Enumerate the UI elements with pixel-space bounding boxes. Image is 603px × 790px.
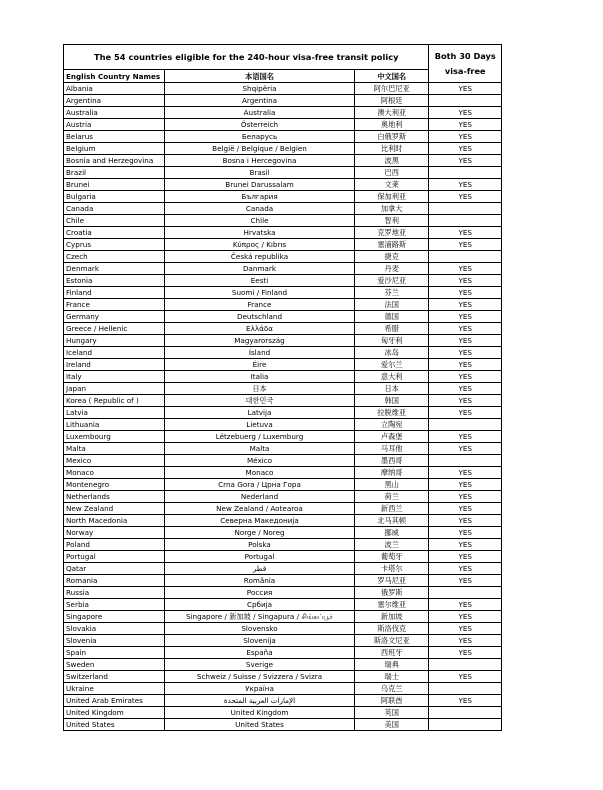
native-name-cell: Deutschland — [165, 311, 355, 323]
visa-free-cell: YES — [429, 311, 502, 323]
english-name-cell: Malta — [64, 443, 165, 455]
table-row — [64, 311, 502, 323]
visa-free-cell — [429, 455, 502, 467]
english-name-cell: Belarus — [64, 131, 165, 143]
table-row — [64, 683, 502, 695]
native-name-cell: France — [165, 299, 355, 311]
table-row — [64, 563, 502, 575]
native-name-cell: Australia — [165, 107, 355, 119]
english-name-cell: Germany — [64, 311, 165, 323]
english-name-cell: Croatia — [64, 227, 165, 239]
native-name-cell: Crna Gora / Црна Гора — [165, 479, 355, 491]
country-rows — [64, 83, 502, 731]
chinese-name-cell: 韩国 — [354, 395, 429, 407]
visa-free-cell — [429, 683, 502, 695]
chinese-name-cell: 日本 — [354, 383, 429, 395]
visa-free-cell: YES — [429, 395, 502, 407]
native-name-cell: قطر — [165, 563, 355, 575]
english-name-cell: Ukraine — [64, 683, 165, 695]
native-name-cell: 대한민국 — [165, 395, 355, 407]
visa-free-cell: YES — [429, 599, 502, 611]
visa-free-header-line-1: Both 30 Days — [434, 50, 496, 61]
native-name-cell: Magyarország — [165, 335, 355, 347]
chinese-name-cell: 墨西哥 — [354, 455, 429, 467]
visa-free-cell: YES — [429, 527, 502, 539]
table-row — [64, 443, 502, 455]
chinese-name-cell: 捷克 — [354, 251, 429, 263]
english-name-cell: Mexico — [64, 455, 165, 467]
visa-free-cell: YES — [429, 191, 502, 203]
chinese-name-cell: 英国 — [354, 707, 429, 719]
chinese-name-cell: 比利时 — [354, 143, 429, 155]
native-name-cell: España — [165, 647, 355, 659]
chinese-name-cell: 爱尔兰 — [354, 359, 429, 371]
english-name-cell: Latvia — [64, 407, 165, 419]
chinese-name-cell: 荷兰 — [354, 491, 429, 503]
native-name-cell: Éire — [165, 359, 355, 371]
table-row — [64, 239, 502, 251]
english-name-cell: Belgium — [64, 143, 165, 155]
table-row — [64, 575, 502, 587]
english-name-cell: United Kingdom — [64, 707, 165, 719]
native-name-cell: Österreich — [165, 119, 355, 131]
table-row — [64, 599, 502, 611]
native-name-cell: Česká republika — [165, 251, 355, 263]
english-name-cell: Iceland — [64, 347, 165, 359]
table-row — [64, 323, 502, 335]
table-row — [64, 647, 502, 659]
visa-free-cell: YES — [429, 647, 502, 659]
native-name-cell: Brunei Darussalam — [165, 179, 355, 191]
english-name-cell: Estonia — [64, 275, 165, 287]
english-name-cell: Monaco — [64, 467, 165, 479]
visa-free-cell: YES — [429, 287, 502, 299]
chinese-name-cell: 克罗地亚 — [354, 227, 429, 239]
native-name-cell: Canada — [165, 203, 355, 215]
native-name-cell: Shqipëria — [165, 83, 355, 95]
native-name-cell: United Kingdom — [165, 707, 355, 719]
table-row — [64, 479, 502, 491]
native-name-cell: Argentina — [165, 95, 355, 107]
visa-free-cell: YES — [429, 335, 502, 347]
visa-free-cell: YES — [429, 263, 502, 275]
table-row — [64, 611, 502, 623]
english-name-cell: Denmark — [64, 263, 165, 275]
native-name-cell: Nederland — [165, 491, 355, 503]
chinese-name-cell: 丹麦 — [354, 263, 429, 275]
table-row — [64, 383, 502, 395]
visa-free-cell: YES — [429, 83, 502, 95]
chinese-name-cell: 俄罗斯 — [354, 587, 429, 599]
table-row — [64, 671, 502, 683]
native-name-cell: Portugal — [165, 551, 355, 563]
native-name-cell: México — [165, 455, 355, 467]
table-row — [64, 659, 502, 671]
table-row — [64, 155, 502, 167]
chinese-name-cell: 匈牙利 — [354, 335, 429, 347]
chinese-name-cell: 波兰 — [354, 539, 429, 551]
english-name-cell: Cyprus — [64, 239, 165, 251]
table-row — [64, 707, 502, 719]
table-row — [64, 455, 502, 467]
visa-free-cell — [429, 419, 502, 431]
visa-free-cell: YES — [429, 515, 502, 527]
native-name-cell: Беларусь — [165, 131, 355, 143]
visa-free-cell: YES — [429, 227, 502, 239]
table-row — [64, 623, 502, 635]
visa-free-cell — [429, 251, 502, 263]
visa-free-cell: YES — [429, 119, 502, 131]
table-row — [64, 419, 502, 431]
english-name-cell: Austria — [64, 119, 165, 131]
english-name-cell: France — [64, 299, 165, 311]
english-name-cell: Serbia — [64, 599, 165, 611]
native-name-cell: Slovensko — [165, 623, 355, 635]
visa-free-cell — [429, 719, 502, 731]
english-name-cell: Montenegro — [64, 479, 165, 491]
table-title: The 54 countries eligible for the 240-hour visa-free transit policy — [64, 45, 429, 70]
english-name-cell: Slovenia — [64, 635, 165, 647]
native-name-cell: Chile — [165, 215, 355, 227]
visa-free-cell: YES — [429, 155, 502, 167]
english-name-cell: North Macedonia — [64, 515, 165, 527]
english-name-cell: Lithuania — [64, 419, 165, 431]
english-name-cell: Japan — [64, 383, 165, 395]
visa-free-cell: YES — [429, 431, 502, 443]
visa-free-cell: YES — [429, 611, 502, 623]
visa-free-cell: YES — [429, 563, 502, 575]
chinese-name-cell: 斯洛伐克 — [354, 623, 429, 635]
english-name-cell: Russia — [64, 587, 165, 599]
table-row — [64, 491, 502, 503]
visa-free-cell — [429, 659, 502, 671]
english-name-cell: Korea ( Republic of ) — [64, 395, 165, 407]
table-row — [64, 515, 502, 527]
english-name-cell: Luxembourg — [64, 431, 165, 443]
table-row — [64, 83, 502, 95]
column-header-english: English Country Names — [64, 70, 165, 83]
chinese-name-cell: 黑山 — [354, 479, 429, 491]
chinese-name-cell: 波黑 — [354, 155, 429, 167]
table-row — [64, 215, 502, 227]
english-name-cell: Ireland — [64, 359, 165, 371]
table-row — [64, 143, 502, 155]
visa-free-cell — [429, 707, 502, 719]
native-name-cell: Bosna i Hercegovina — [165, 155, 355, 167]
english-name-cell: Chile — [64, 215, 165, 227]
table-row — [64, 167, 502, 179]
visa-free-cell: YES — [429, 407, 502, 419]
table-row — [64, 503, 502, 515]
table-row — [64, 527, 502, 539]
chinese-name-cell: 加拿大 — [354, 203, 429, 215]
english-name-cell: Albania — [64, 83, 165, 95]
chinese-name-cell: 北马其顿 — [354, 515, 429, 527]
visa-free-cell: YES — [429, 635, 502, 647]
table-row — [64, 695, 502, 707]
table-row — [64, 107, 502, 119]
table-row — [64, 119, 502, 131]
chinese-name-cell: 美国 — [354, 719, 429, 731]
chinese-name-cell: 澳大利亚 — [354, 107, 429, 119]
table-row — [64, 371, 502, 383]
native-name-cell: الإمارات العربية المتحدة — [165, 695, 355, 707]
english-name-cell: Italy — [64, 371, 165, 383]
native-name-cell: Hrvatska — [165, 227, 355, 239]
chinese-name-cell: 葡萄牙 — [354, 551, 429, 563]
visa-free-cell: YES — [429, 143, 502, 155]
native-name-cell: Sverige — [165, 659, 355, 671]
english-name-cell: Czech — [64, 251, 165, 263]
chinese-name-cell: 巴西 — [354, 167, 429, 179]
chinese-name-cell: 卢森堡 — [354, 431, 429, 443]
table-row — [64, 335, 502, 347]
chinese-name-cell: 德国 — [354, 311, 429, 323]
native-name-cell: Κύπρος / Kıbrıs — [165, 239, 355, 251]
table-row — [64, 95, 502, 107]
native-name-cell: Monaco — [165, 467, 355, 479]
chinese-name-cell: 塞尔维亚 — [354, 599, 429, 611]
english-name-cell: Canada — [64, 203, 165, 215]
native-name-cell: Србија — [165, 599, 355, 611]
english-name-cell: Brazil — [64, 167, 165, 179]
table-row — [64, 275, 502, 287]
chinese-name-cell: 瑞典 — [354, 659, 429, 671]
visa-free-cell: YES — [429, 575, 502, 587]
chinese-name-cell: 乌克兰 — [354, 683, 429, 695]
table-row — [64, 719, 502, 731]
native-name-cell: Україна — [165, 683, 355, 695]
native-name-cell: Россия — [165, 587, 355, 599]
english-name-cell: Netherlands — [64, 491, 165, 503]
table-row — [64, 587, 502, 599]
native-name-cell: United States — [165, 719, 355, 731]
english-name-cell: Finland — [64, 287, 165, 299]
chinese-name-cell: 马耳他 — [354, 443, 429, 455]
table-row — [64, 203, 502, 215]
chinese-name-cell: 塞浦路斯 — [354, 239, 429, 251]
chinese-name-cell: 法国 — [354, 299, 429, 311]
chinese-name-cell: 冰岛 — [354, 347, 429, 359]
visa-free-cell: YES — [429, 323, 502, 335]
visa-free-cell: YES — [429, 275, 502, 287]
chinese-name-cell: 保加利亚 — [354, 191, 429, 203]
english-name-cell: Greece / Hellenic — [64, 323, 165, 335]
column-header-native: 本语国名 — [165, 70, 355, 83]
visa-free-cell — [429, 167, 502, 179]
native-name-cell: Norge / Noreg — [165, 527, 355, 539]
table-row — [64, 539, 502, 551]
table-row — [64, 299, 502, 311]
table-row — [64, 227, 502, 239]
chinese-name-cell: 意大利 — [354, 371, 429, 383]
table-row — [64, 467, 502, 479]
english-name-cell: Portugal — [64, 551, 165, 563]
visa-free-header-line-2: visa-free — [444, 65, 486, 76]
table-row — [64, 407, 502, 419]
native-name-cell: Eesti — [165, 275, 355, 287]
chinese-name-cell: 奥地利 — [354, 119, 429, 131]
native-name-cell: Polska — [165, 539, 355, 551]
chinese-name-cell: 立陶宛 — [354, 419, 429, 431]
english-name-cell: Australia — [64, 107, 165, 119]
chinese-name-cell: 文莱 — [354, 179, 429, 191]
chinese-name-cell: 白俄罗斯 — [354, 131, 429, 143]
chinese-name-cell: 希腊 — [354, 323, 429, 335]
visa-free-cell: YES — [429, 299, 502, 311]
visa-free-country-table-sheet — [63, 44, 502, 731]
chinese-name-cell: 阿根廷 — [354, 95, 429, 107]
table-row — [64, 179, 502, 191]
chinese-name-cell: 摩纳哥 — [354, 467, 429, 479]
visa-free-cell: YES — [429, 347, 502, 359]
table-row — [64, 635, 502, 647]
visa-free-cell: YES — [429, 371, 502, 383]
visa-free-cell: YES — [429, 479, 502, 491]
native-name-cell: Latvija — [165, 407, 355, 419]
native-name-cell: Северна Македонија — [165, 515, 355, 527]
english-name-cell: Poland — [64, 539, 165, 551]
chinese-name-cell: 挪威 — [354, 527, 429, 539]
native-name-cell: România — [165, 575, 355, 587]
english-name-cell: United Arab Emirates — [64, 695, 165, 707]
native-name-cell: Brasil — [165, 167, 355, 179]
native-name-cell: Italia — [165, 371, 355, 383]
chinese-name-cell: 阿尔巴尼亚 — [354, 83, 429, 95]
table-row — [64, 287, 502, 299]
visa-free-cell: YES — [429, 359, 502, 371]
native-name-cell: Ελλάδα — [165, 323, 355, 335]
visa-free-cell: YES — [429, 695, 502, 707]
english-name-cell: Spain — [64, 647, 165, 659]
native-name-cell: Suomi / Finland — [165, 287, 355, 299]
native-name-cell: Danmark — [165, 263, 355, 275]
table-row — [64, 347, 502, 359]
chinese-name-cell: 瑞士 — [354, 671, 429, 683]
native-name-cell: Singapore / 新加坡 / Singapura / சிங்கப்பூர் — [165, 611, 355, 623]
column-header-chinese: 中文国名 — [354, 70, 429, 83]
native-name-cell: Lietuva — [165, 419, 355, 431]
visa-free-cell: YES — [429, 383, 502, 395]
chinese-name-cell: 西班牙 — [354, 647, 429, 659]
table-row — [64, 395, 502, 407]
english-name-cell: Sweden — [64, 659, 165, 671]
native-name-cell: New Zealand / Aotearoa — [165, 503, 355, 515]
english-name-cell: Norway — [64, 527, 165, 539]
visa-free-cell: YES — [429, 107, 502, 119]
chinese-name-cell: 新加坡 — [354, 611, 429, 623]
table-row — [64, 551, 502, 563]
visa-free-cell: YES — [429, 671, 502, 683]
native-name-cell: Ísland — [165, 347, 355, 359]
visa-free-cell: YES — [429, 443, 502, 455]
english-name-cell: Qatar — [64, 563, 165, 575]
visa-free-cell — [429, 215, 502, 227]
english-name-cell: Argentina — [64, 95, 165, 107]
visa-free-cell — [429, 587, 502, 599]
chinese-name-cell: 拉脱维亚 — [354, 407, 429, 419]
chinese-name-cell: 芬兰 — [354, 287, 429, 299]
visa-free-cell — [429, 203, 502, 215]
country-table — [63, 44, 502, 731]
native-name-cell: Schweiz / Suisse / Svizzera / Svizra — [165, 671, 355, 683]
english-name-cell: Slovakia — [64, 623, 165, 635]
native-name-cell: België / Belgique / Belgien — [165, 143, 355, 155]
native-name-cell: България — [165, 191, 355, 203]
chinese-name-cell: 阿联酋 — [354, 695, 429, 707]
native-name-cell: Lëtzebuerg / Luxemburg — [165, 431, 355, 443]
visa-free-cell: YES — [429, 131, 502, 143]
english-name-cell: Bulgaria — [64, 191, 165, 203]
english-name-cell: Brunei — [64, 179, 165, 191]
chinese-name-cell: 卡塔尔 — [354, 563, 429, 575]
english-name-cell: New Zealand — [64, 503, 165, 515]
english-name-cell: Switzerland — [64, 671, 165, 683]
chinese-name-cell: 斯洛文尼亚 — [354, 635, 429, 647]
chinese-name-cell: 智利 — [354, 215, 429, 227]
visa-free-cell: YES — [429, 539, 502, 551]
table-row — [64, 131, 502, 143]
english-name-cell: Hungary — [64, 335, 165, 347]
visa-free-cell: YES — [429, 551, 502, 563]
table-row — [64, 251, 502, 263]
visa-free-cell: YES — [429, 491, 502, 503]
english-name-cell: Singapore — [64, 611, 165, 623]
native-name-cell: 日本 — [165, 383, 355, 395]
native-name-cell: Malta — [165, 443, 355, 455]
english-name-cell: Romania — [64, 575, 165, 587]
visa-free-cell: YES — [429, 623, 502, 635]
visa-free-cell — [429, 95, 502, 107]
visa-free-cell: YES — [429, 239, 502, 251]
table-row — [64, 263, 502, 275]
visa-free-cell: YES — [429, 503, 502, 515]
native-name-cell: Slovenija — [165, 635, 355, 647]
table-row — [64, 359, 502, 371]
visa-free-cell: YES — [429, 179, 502, 191]
table-row — [64, 191, 502, 203]
english-name-cell: Bosnia and Herzegovina — [64, 155, 165, 167]
english-name-cell: United States — [64, 719, 165, 731]
table-row — [64, 431, 502, 443]
visa-free-cell: YES — [429, 467, 502, 479]
chinese-name-cell: 新西兰 — [354, 503, 429, 515]
visa-free-column-header — [429, 45, 502, 83]
chinese-name-cell: 爱沙尼亚 — [354, 275, 429, 287]
chinese-name-cell: 罗马尼亚 — [354, 575, 429, 587]
